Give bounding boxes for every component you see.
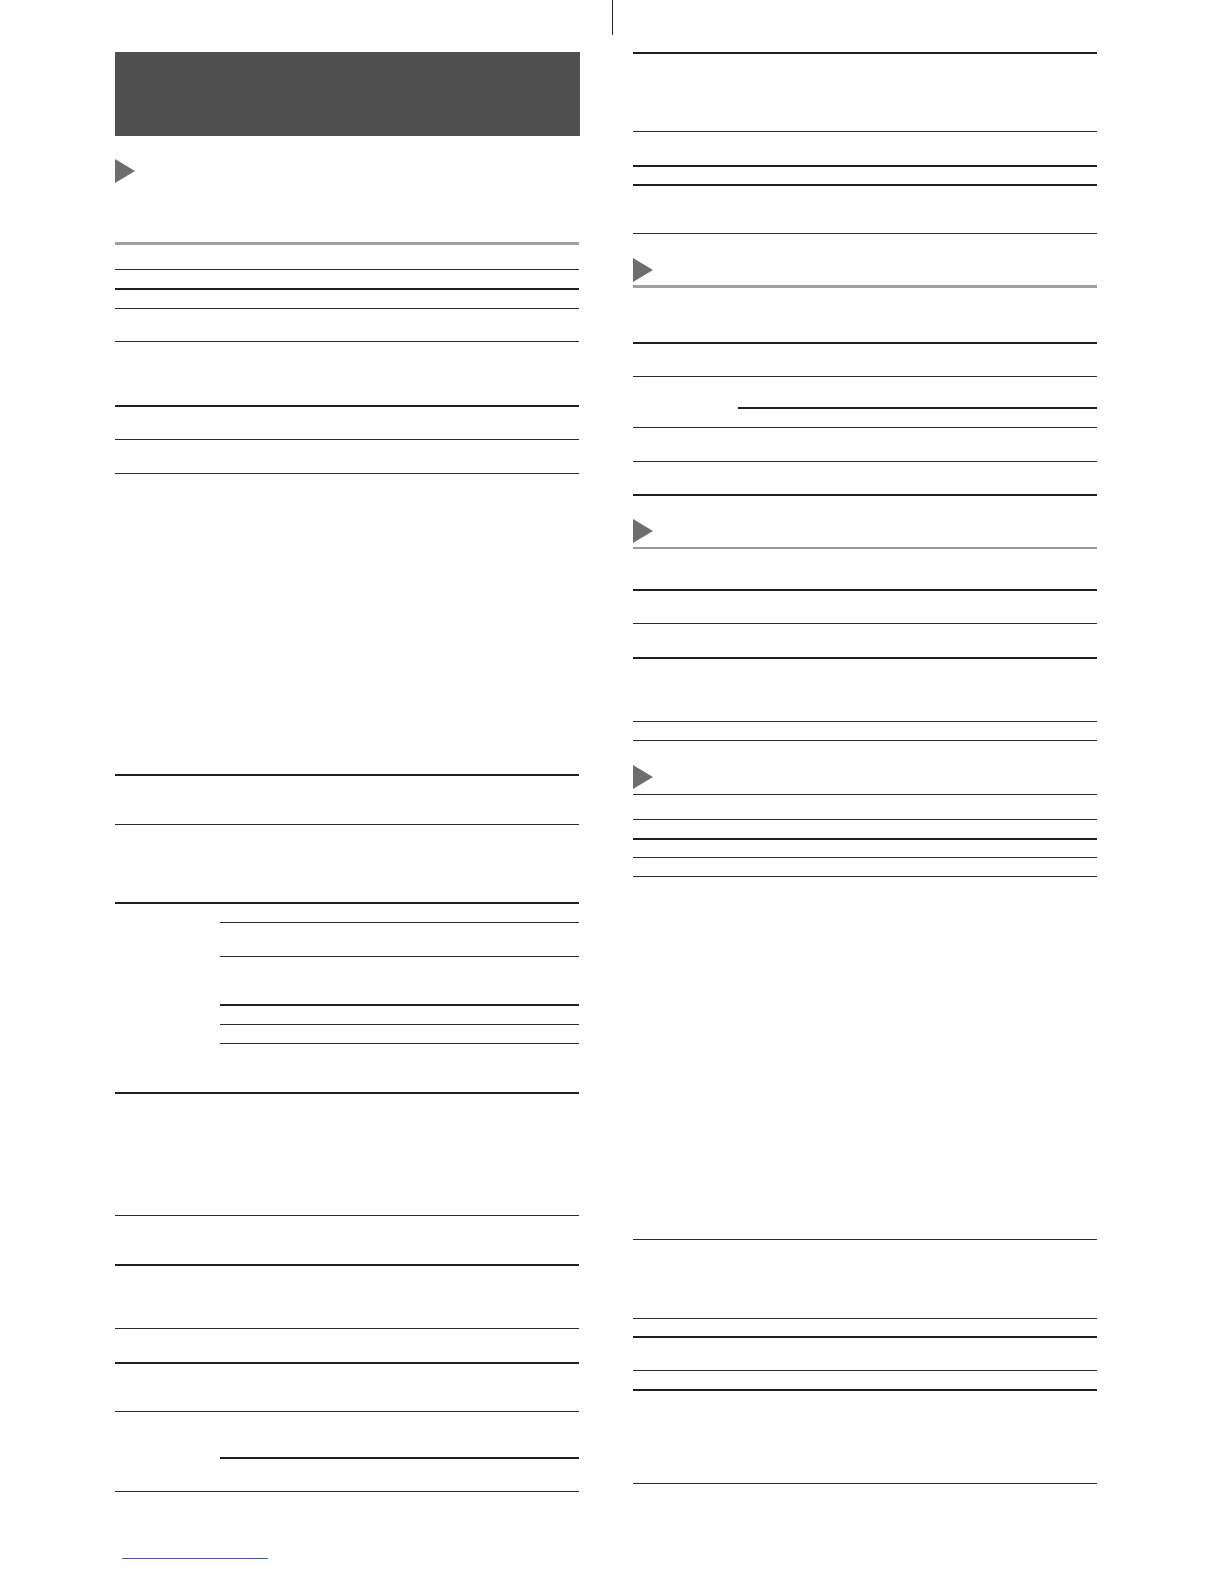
table-row-rule <box>115 405 579 407</box>
table-row-rule <box>633 427 1097 428</box>
table-top-rule <box>633 52 1097 54</box>
table-subrow-rule <box>220 956 579 957</box>
table-row-rule <box>633 1389 1097 1391</box>
table-row-rule <box>633 376 1097 377</box>
table-bottom-rule <box>633 494 1097 496</box>
table-row-rule <box>115 774 579 776</box>
table-row-rule <box>115 1264 579 1266</box>
table-row-rule <box>633 461 1097 462</box>
table-row-rule <box>633 589 1097 591</box>
table-bottom-rule <box>633 233 1097 234</box>
table-row-rule <box>115 1411 579 1412</box>
table-row-rule <box>633 165 1097 167</box>
table-top-rule <box>115 242 579 245</box>
table-row-rule <box>633 623 1097 624</box>
section-marker-icon <box>633 258 653 282</box>
table-subrow-rule <box>738 407 1097 409</box>
table-top-rule <box>633 1239 1097 1240</box>
table-row-rule <box>633 1336 1097 1338</box>
table-subrow-rule <box>220 922 579 923</box>
table-row-rule <box>115 1092 579 1094</box>
section-marker-icon <box>115 159 135 183</box>
table-row-rule <box>115 1215 579 1216</box>
table-row-rule <box>633 721 1097 722</box>
footer-link[interactable] <box>122 1558 268 1559</box>
section-marker-icon <box>633 765 653 789</box>
table-top-rule <box>633 547 1097 549</box>
table-row-rule <box>115 288 579 290</box>
table-top-rule <box>633 285 1097 288</box>
table-row-rule <box>115 308 579 309</box>
table-row-rule <box>633 342 1097 344</box>
table-row-rule <box>115 473 579 474</box>
table-subrow-rule <box>220 1457 579 1459</box>
table-row-rule <box>115 341 579 342</box>
table-top-rule <box>633 794 1097 795</box>
table-row-rule <box>115 1362 579 1364</box>
table-row-rule <box>115 269 579 270</box>
section-marker-icon <box>633 519 653 543</box>
table-row-rule <box>115 1328 579 1329</box>
table-row-rule <box>633 1370 1097 1371</box>
table-row-rule <box>633 131 1097 132</box>
table-row-rule <box>633 1318 1097 1319</box>
table-row-rule <box>115 824 579 825</box>
table-bottom-rule <box>115 1491 579 1492</box>
table-bottom-rule <box>633 1483 1097 1484</box>
table-bottom-rule <box>633 876 1097 877</box>
table-subrow-rule <box>220 1043 579 1044</box>
table-row-rule <box>115 902 579 904</box>
section-header-bar <box>115 52 580 136</box>
table-row-rule <box>633 857 1097 858</box>
column-divider <box>612 0 613 35</box>
table-row-rule <box>633 657 1097 659</box>
table-row-rule <box>115 439 579 440</box>
table-subrow-rule <box>220 1004 579 1006</box>
table-bottom-rule <box>633 740 1097 741</box>
table-subrow-rule <box>220 1024 579 1025</box>
table-row-rule <box>633 184 1097 186</box>
table-row-rule <box>633 819 1097 820</box>
table-row-rule <box>633 838 1097 840</box>
